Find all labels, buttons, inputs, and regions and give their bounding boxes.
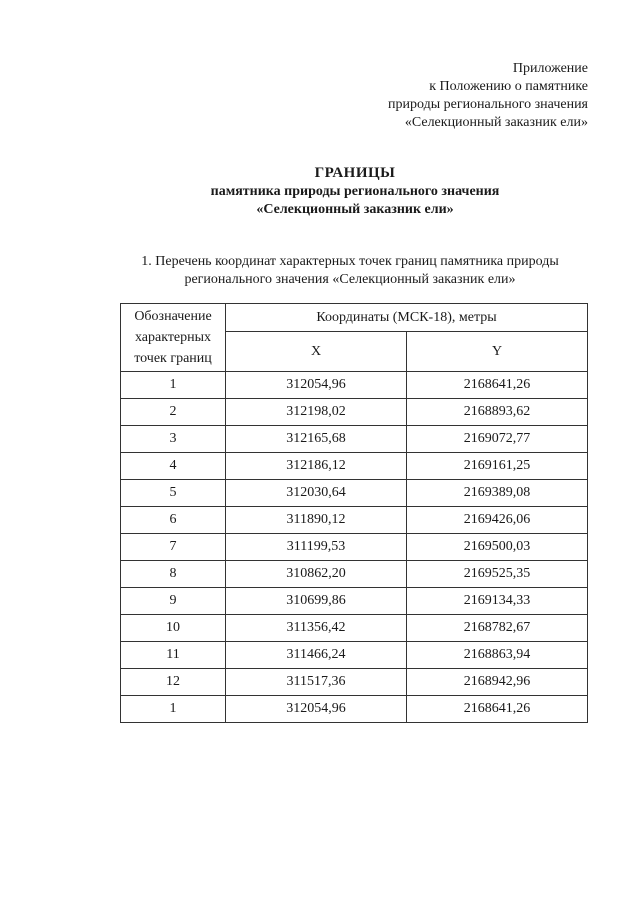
point-number: 5 [121, 480, 226, 507]
coord-x: 312186,12 [226, 453, 407, 480]
coord-x: 311517,36 [226, 669, 407, 696]
appendix-line: природы регионального значения [388, 97, 588, 112]
coord-y: 2169134,33 [407, 588, 588, 615]
point-number: 10 [121, 615, 226, 642]
table-row [121, 399, 588, 426]
header-designation: Обозначение характерных точек границ [121, 304, 226, 372]
coord-y: 2169525,35 [407, 561, 588, 588]
coord-y: 2169161,25 [407, 453, 588, 480]
table-row [121, 561, 588, 588]
table-row [121, 615, 588, 642]
header-x: X [226, 332, 407, 372]
table-row [121, 534, 588, 561]
appendix-line: к Положению о памятнике [429, 79, 588, 94]
section-heading-line: 1. Перечень координат характерных точек границ памятника природы [141, 254, 559, 269]
appendix-header [388, 60, 588, 132]
appendix-line: Приложение [512, 61, 588, 76]
point-number: 9 [121, 588, 226, 615]
section-heading-line: регионального значения «Селекционный заказник ели» [184, 272, 516, 287]
table-row [121, 480, 588, 507]
header-y: Y [407, 332, 588, 372]
title-sub-line: памятника природы регионального значения [210, 184, 500, 199]
point-number: 2 [121, 399, 226, 426]
point-number: 1 [121, 696, 226, 723]
coord-x: 311199,53 [226, 534, 407, 561]
coord-x: 312165,68 [226, 426, 407, 453]
coord-y: 2168641,26 [407, 372, 588, 399]
table-row [121, 453, 588, 480]
appendix-line: «Селекционный заказник ели» [404, 115, 588, 130]
coordinates-table [120, 303, 588, 723]
point-number: 7 [121, 534, 226, 561]
coord-x: 310699,86 [226, 588, 407, 615]
point-number: 11 [121, 642, 226, 669]
point-number: 1 [121, 372, 226, 399]
table-row [121, 696, 588, 723]
coord-y: 2169072,77 [407, 426, 588, 453]
document-title [0, 163, 640, 219]
point-number: 8 [121, 561, 226, 588]
coord-x: 311890,12 [226, 507, 407, 534]
point-number: 4 [121, 453, 226, 480]
coord-y: 2169389,08 [407, 480, 588, 507]
coord-x: 312054,96 [226, 372, 407, 399]
title-main: ГРАНИЦЫ [314, 165, 396, 181]
coord-y: 2168893,62 [407, 399, 588, 426]
coord-x: 311466,24 [226, 642, 407, 669]
coord-y: 2168782,67 [407, 615, 588, 642]
coord-x: 312030,64 [226, 480, 407, 507]
coord-y: 2169500,03 [407, 534, 588, 561]
table-row [121, 642, 588, 669]
coord-y: 2168863,94 [407, 642, 588, 669]
point-number: 6 [121, 507, 226, 534]
coord-y: 2169426,06 [407, 507, 588, 534]
coord-x: 312198,02 [226, 399, 407, 426]
header-coordinates: Координаты (МСК-18), метры [226, 304, 588, 332]
coord-y: 2168942,96 [407, 669, 588, 696]
coord-x: 310862,20 [226, 561, 407, 588]
coord-x: 312054,96 [226, 696, 407, 723]
table-row [121, 588, 588, 615]
point-number: 12 [121, 669, 226, 696]
coord-y: 2168641,26 [407, 696, 588, 723]
table-row [121, 372, 588, 399]
point-number: 3 [121, 426, 226, 453]
table-row [121, 669, 588, 696]
coord-x: 311356,42 [226, 615, 407, 642]
title-sub-line: «Селекционный заказник ели» [256, 202, 454, 217]
table-row [121, 426, 588, 453]
table-row [121, 507, 588, 534]
section-heading [100, 253, 600, 289]
